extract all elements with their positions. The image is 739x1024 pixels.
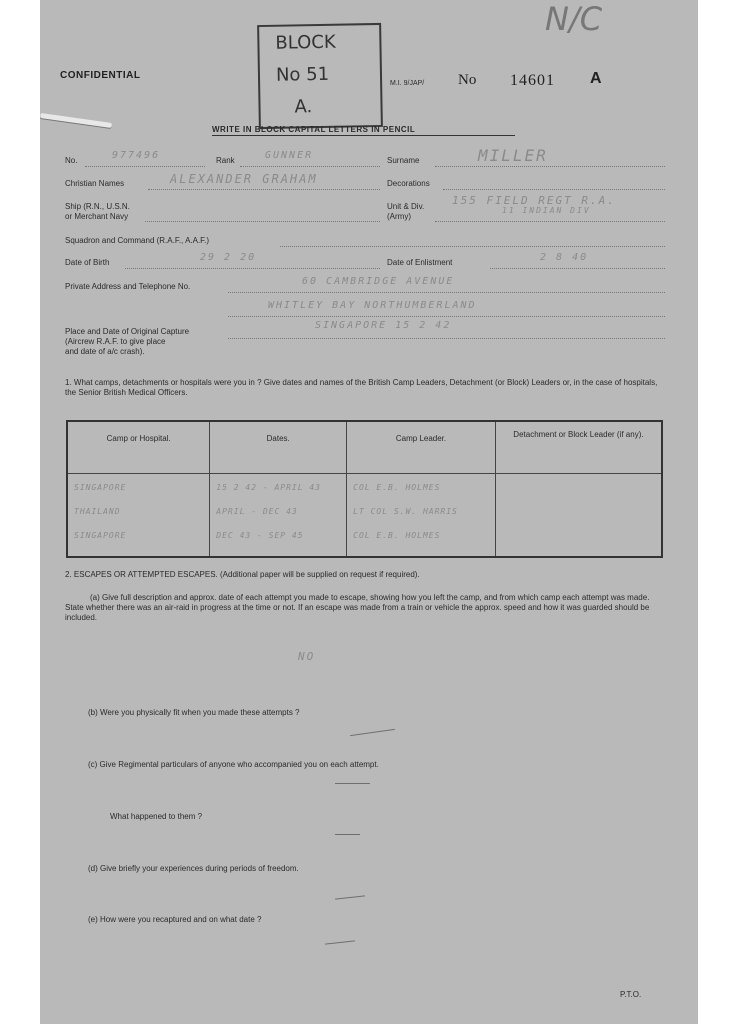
unit-value-2: 11 INDIAN DIV — [502, 206, 591, 215]
address-value-2: WHITLEY BAY NORTHUMBERLAND — [268, 300, 477, 311]
capture-value: SINGAPORE 15 2 42 — [315, 320, 452, 331]
leader-1: COL E.B. HOLMES — [353, 483, 441, 492]
dob-line — [125, 268, 380, 269]
surname-label: Surname — [387, 156, 420, 165]
section-2b-text: (b) Were you physically fit when you made these attempts ? — [88, 708, 300, 717]
section-2e-text: (e) How were you recaptured and on what date ? — [88, 915, 262, 924]
decorations-line — [443, 189, 665, 190]
leader-3: COL E.B. HOLMES — [353, 531, 441, 540]
capture-label-3: and date of a/c crash). — [65, 347, 145, 356]
unit-value-1: 155 FIELD REGT R.A. — [452, 194, 616, 207]
instruction-underline — [212, 135, 515, 136]
section-1-question: 1. What camps, detachments or hospitals were you in ? Give dates and names of the British Camp Leaders, Detachment (or Block) Leaders or, in the case of hospitals, the Senior British Medical Officers. — [65, 378, 658, 397]
unit-label-2: (Army) — [387, 212, 411, 221]
surname-line — [435, 166, 665, 167]
section-2-title: 2. ESCAPES OR ATTEMPTED ESCAPES. (Additional paper will be supplied on request if required). — [65, 570, 420, 579]
section-2a-answer: NO — [298, 650, 316, 663]
col-dates: Dates. — [210, 421, 347, 474]
enlistment-value: 2 8 40 — [540, 252, 589, 263]
leader-cell — [347, 474, 496, 558]
camps-table — [66, 420, 663, 558]
capture-line — [228, 338, 665, 339]
confidential-heading: CONFIDENTIAL — [60, 70, 141, 81]
pen-mark-b — [350, 729, 395, 736]
rank-line — [240, 166, 380, 167]
detachment-cell — [495, 474, 662, 558]
col-detachment-leader: Detachment or Block Leader (if any). — [495, 421, 662, 474]
document-number: 14601 — [510, 72, 555, 89]
leader-2: LT COL S.W. HARRIS — [353, 507, 458, 516]
camp-1: SINGAPORE — [74, 483, 127, 492]
ship-line — [145, 221, 380, 222]
section-2a-text: (a) Give full description and approx. date of each attempt you made to escape, showing how you left the camp, and from which camp each attempt was made. State whether there was an air-raid in progress at the time or not. If an escape was made from a train or vehicle the approx. speed and how it was guarded should be included. — [65, 593, 650, 622]
camp-2: THAILAND — [74, 507, 121, 516]
col-camp: Camp or Hospital. — [67, 421, 210, 474]
decorations-label: Decorations — [387, 179, 430, 188]
squadron-label: Squadron and Command (R.A.F., A.A.F.) — [65, 236, 210, 245]
number-label: No — [458, 72, 477, 88]
stamp-line-2: No 51 — [275, 63, 330, 86]
dob-value: 29 2 20 — [200, 252, 257, 263]
enlistment-label: Date of Enlistment — [387, 258, 453, 267]
dates-cell — [210, 474, 347, 558]
capture-label-1: Place and Date of Original Capture — [65, 327, 190, 336]
unit-label-1: Unit & Div. — [387, 202, 425, 211]
table-row — [67, 474, 662, 558]
pen-mark-c2 — [335, 834, 360, 835]
pen-mark-d — [335, 895, 365, 899]
dob-label: Date of Birth — [65, 258, 110, 267]
section-2c-followup: What happened to them ? — [110, 812, 203, 821]
document-suffix: A — [590, 70, 602, 87]
no-line — [85, 166, 205, 167]
mi-reference: M.I. 9/JAP/ — [390, 80, 425, 87]
pen-mark-c — [335, 783, 370, 784]
address-line-1 — [228, 292, 665, 293]
address-label: Private Address and Telephone No. — [65, 282, 191, 291]
detachment-1 — [502, 478, 655, 502]
dates-3: DEC 43 - SEP 45 — [216, 531, 304, 540]
enlistment-line — [490, 268, 665, 269]
detachment-3 — [502, 526, 655, 550]
block-stamp — [257, 23, 383, 129]
capture-label-2: (Aircrew R.A.F. to give place — [65, 337, 166, 346]
ship-label-1: Ship (R.N., U.S.N. — [65, 202, 130, 211]
stamp-line-3: A. — [294, 96, 313, 118]
detachment-2 — [502, 502, 655, 526]
surname-value: MILLER — [478, 146, 548, 165]
christian-names-label: Christian Names — [65, 179, 125, 188]
christian-names-value: ALEXANDER GRAHAM — [170, 172, 318, 186]
address-line-2 — [228, 316, 665, 317]
instruction-heading: WRITE IN BLOCK CAPITAL LETTERS IN PENCIL — [212, 125, 416, 134]
christian-names-line — [148, 189, 380, 190]
dates-1: 15 2 42 - APRIL 43 — [216, 483, 321, 492]
stamp-line-1: BLOCK — [275, 31, 336, 54]
col-camp-leader: Camp Leader. — [347, 421, 496, 474]
no-value: 977496 — [112, 150, 161, 161]
rank-label: Rank — [216, 156, 235, 165]
section-2d-text: (d) Give briefly your experiences during periods of freedom. — [88, 864, 299, 873]
squadron-line — [280, 246, 665, 247]
unit-line — [435, 221, 665, 222]
ship-label-2: or Merchant Navy — [65, 212, 129, 221]
camps-header-row — [67, 421, 662, 474]
section-2c-text: (c) Give Regimental particulars of anyone who accompanied you on each attempt. — [88, 760, 379, 769]
camp-cell — [67, 474, 210, 558]
form-sheet — [40, 0, 698, 1024]
corner-annotation: N/C — [545, 0, 603, 38]
pen-mark-e — [325, 940, 355, 944]
pto-note: P.T.O. — [620, 990, 642, 999]
address-value-1: 60 CAMBRIDGE AVENUE — [302, 276, 455, 287]
paper-clip — [40, 113, 112, 128]
dates-2: APRIL - DEC 43 — [216, 507, 298, 516]
rank-value: GUNNER — [265, 150, 314, 161]
camp-3: SINGAPORE — [74, 531, 127, 540]
no-label: No. — [65, 156, 78, 165]
